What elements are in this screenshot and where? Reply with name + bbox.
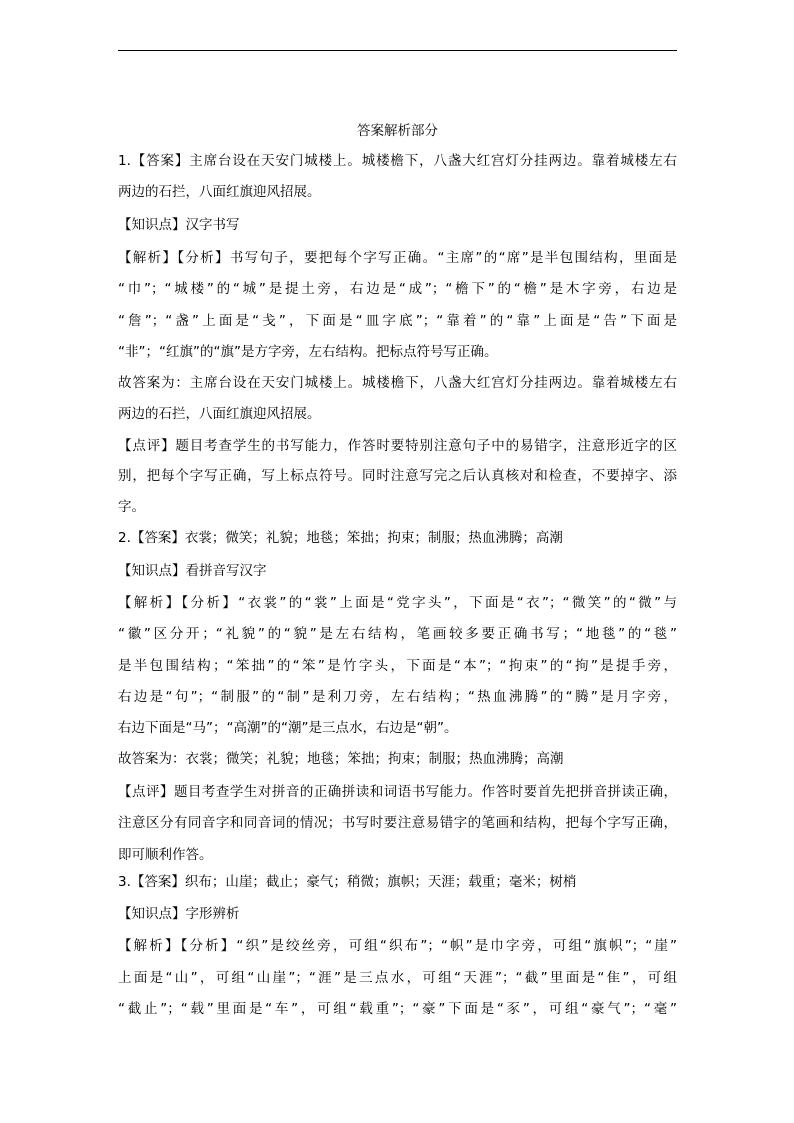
text-line: 【解析】【分析】书写句子，要把每个字写正确。“主席”的“席”是半包围结构，里面是 bbox=[118, 250, 677, 266]
text-line: “徽”区分开；“礼貌”的“貌”是左右结构，笔画较多要正确书写；“地毯”的“毯” bbox=[118, 626, 677, 642]
text-line: 【知识点】汉字书写 bbox=[118, 217, 240, 233]
text-line: 【解析】【分析】“织”是绞丝旁，可组“织布”；“帜”是巾字旁，可组“旗帜”；“崖” bbox=[118, 938, 677, 954]
section-title: 答案解析部分 bbox=[357, 123, 438, 139]
text-line: 上面是“山”，可组“山崖”；“涯”是三点水，可组“天涯”；“截”里面是“隹”，可组 bbox=[118, 970, 677, 986]
text-line: “截止”；“载”里面是“车”，可组“载重”；“豪”下面是“豕”，可组“豪气”；“毫” bbox=[118, 1001, 677, 1017]
text-line: 【知识点】字形辨析 bbox=[118, 906, 240, 922]
text-line: 是半包围结构；“笨拙”的“笨”是竹字头，下面是“本”；“拘束”的“拘”是提手旁， bbox=[118, 658, 677, 674]
text-line: 右边下面是“马”；“高潮”的“潮”是三点水，右边是“朝”。 bbox=[118, 720, 458, 736]
text-line: 故答案为：衣裳；微笑；礼貌；地毯；笨拙；拘束；制服；热血沸腾；高潮 bbox=[118, 751, 564, 767]
text-line: “非”；“红旗”的“旗”是方字旁，左右结构。把标点符号写正确。 bbox=[118, 344, 498, 360]
text-line: “詹”；“盏”上面是“戋”，下面是“皿字底”；“靠着”的“靠”上面是“告”下面是 bbox=[118, 313, 677, 329]
text-line: 【解析】【分析】“衣裳”的“裳”上面是“党字头”，下面是“衣”；“微笑”的“微”与 bbox=[118, 595, 677, 611]
text-line: 两边的石拦，八面红旗迎风招展。 bbox=[118, 406, 321, 422]
text-line: 故答案为：主席台设在天安门城楼上。城楼檐下，八盏大红宫灯分挂两边。靠着城楼左右 bbox=[118, 375, 677, 391]
text-line: 3.【答案】织布；山崖；截止；豪气；稍微；旗帜；天涯；载重；毫米；树梢 bbox=[118, 874, 577, 890]
text-line: 别，把每个字写正确，写上标点符号。同时注意写完之后认真核对和检查，不要掉字、添 bbox=[118, 468, 677, 484]
text-line: 右边是“句”；“制服”的“制”是利刀旁，左右结构；“热血沸腾”的“腾”是月字旁， bbox=[118, 689, 677, 705]
text-line: 1.【答案】主席台设在天安门城楼上。城楼檐下，八盏大红宫灯分挂两边。靠着城楼左右 bbox=[118, 153, 677, 169]
text-line: 【点评】题目考查学生的书写能力，作答时要特别注意句子中的易错字，注意形近字的区 bbox=[118, 438, 677, 454]
text-line: 注意区分有同音字和同音词的情况；书写时要注意易错字的笔画和结构，把每个字写正确， bbox=[118, 815, 677, 831]
text-line: 两边的石拦，八面红旗迎风招展。 bbox=[118, 184, 321, 200]
header-rule bbox=[118, 50, 677, 51]
text-line: 【知识点】看拼音写汉字 bbox=[118, 563, 267, 579]
text-line: 2.【答案】衣裳；微笑；礼貌；地毯；笨拙；拘束；制服；热血沸腾；高潮 bbox=[118, 530, 563, 546]
text-line: 字。 bbox=[118, 499, 145, 515]
text-line: 【点评】题目考查学生对拼音的正确拼读和词语书写能力。作答时要首先把拼音拼读正确， bbox=[118, 784, 677, 800]
text-line: “巾”；“城楼”的“城”是提土旁，右边是“成”；“檐下”的“檐”是木字旁，右边是 bbox=[118, 281, 677, 297]
text-line: 即可顺利作答。 bbox=[118, 847, 213, 863]
